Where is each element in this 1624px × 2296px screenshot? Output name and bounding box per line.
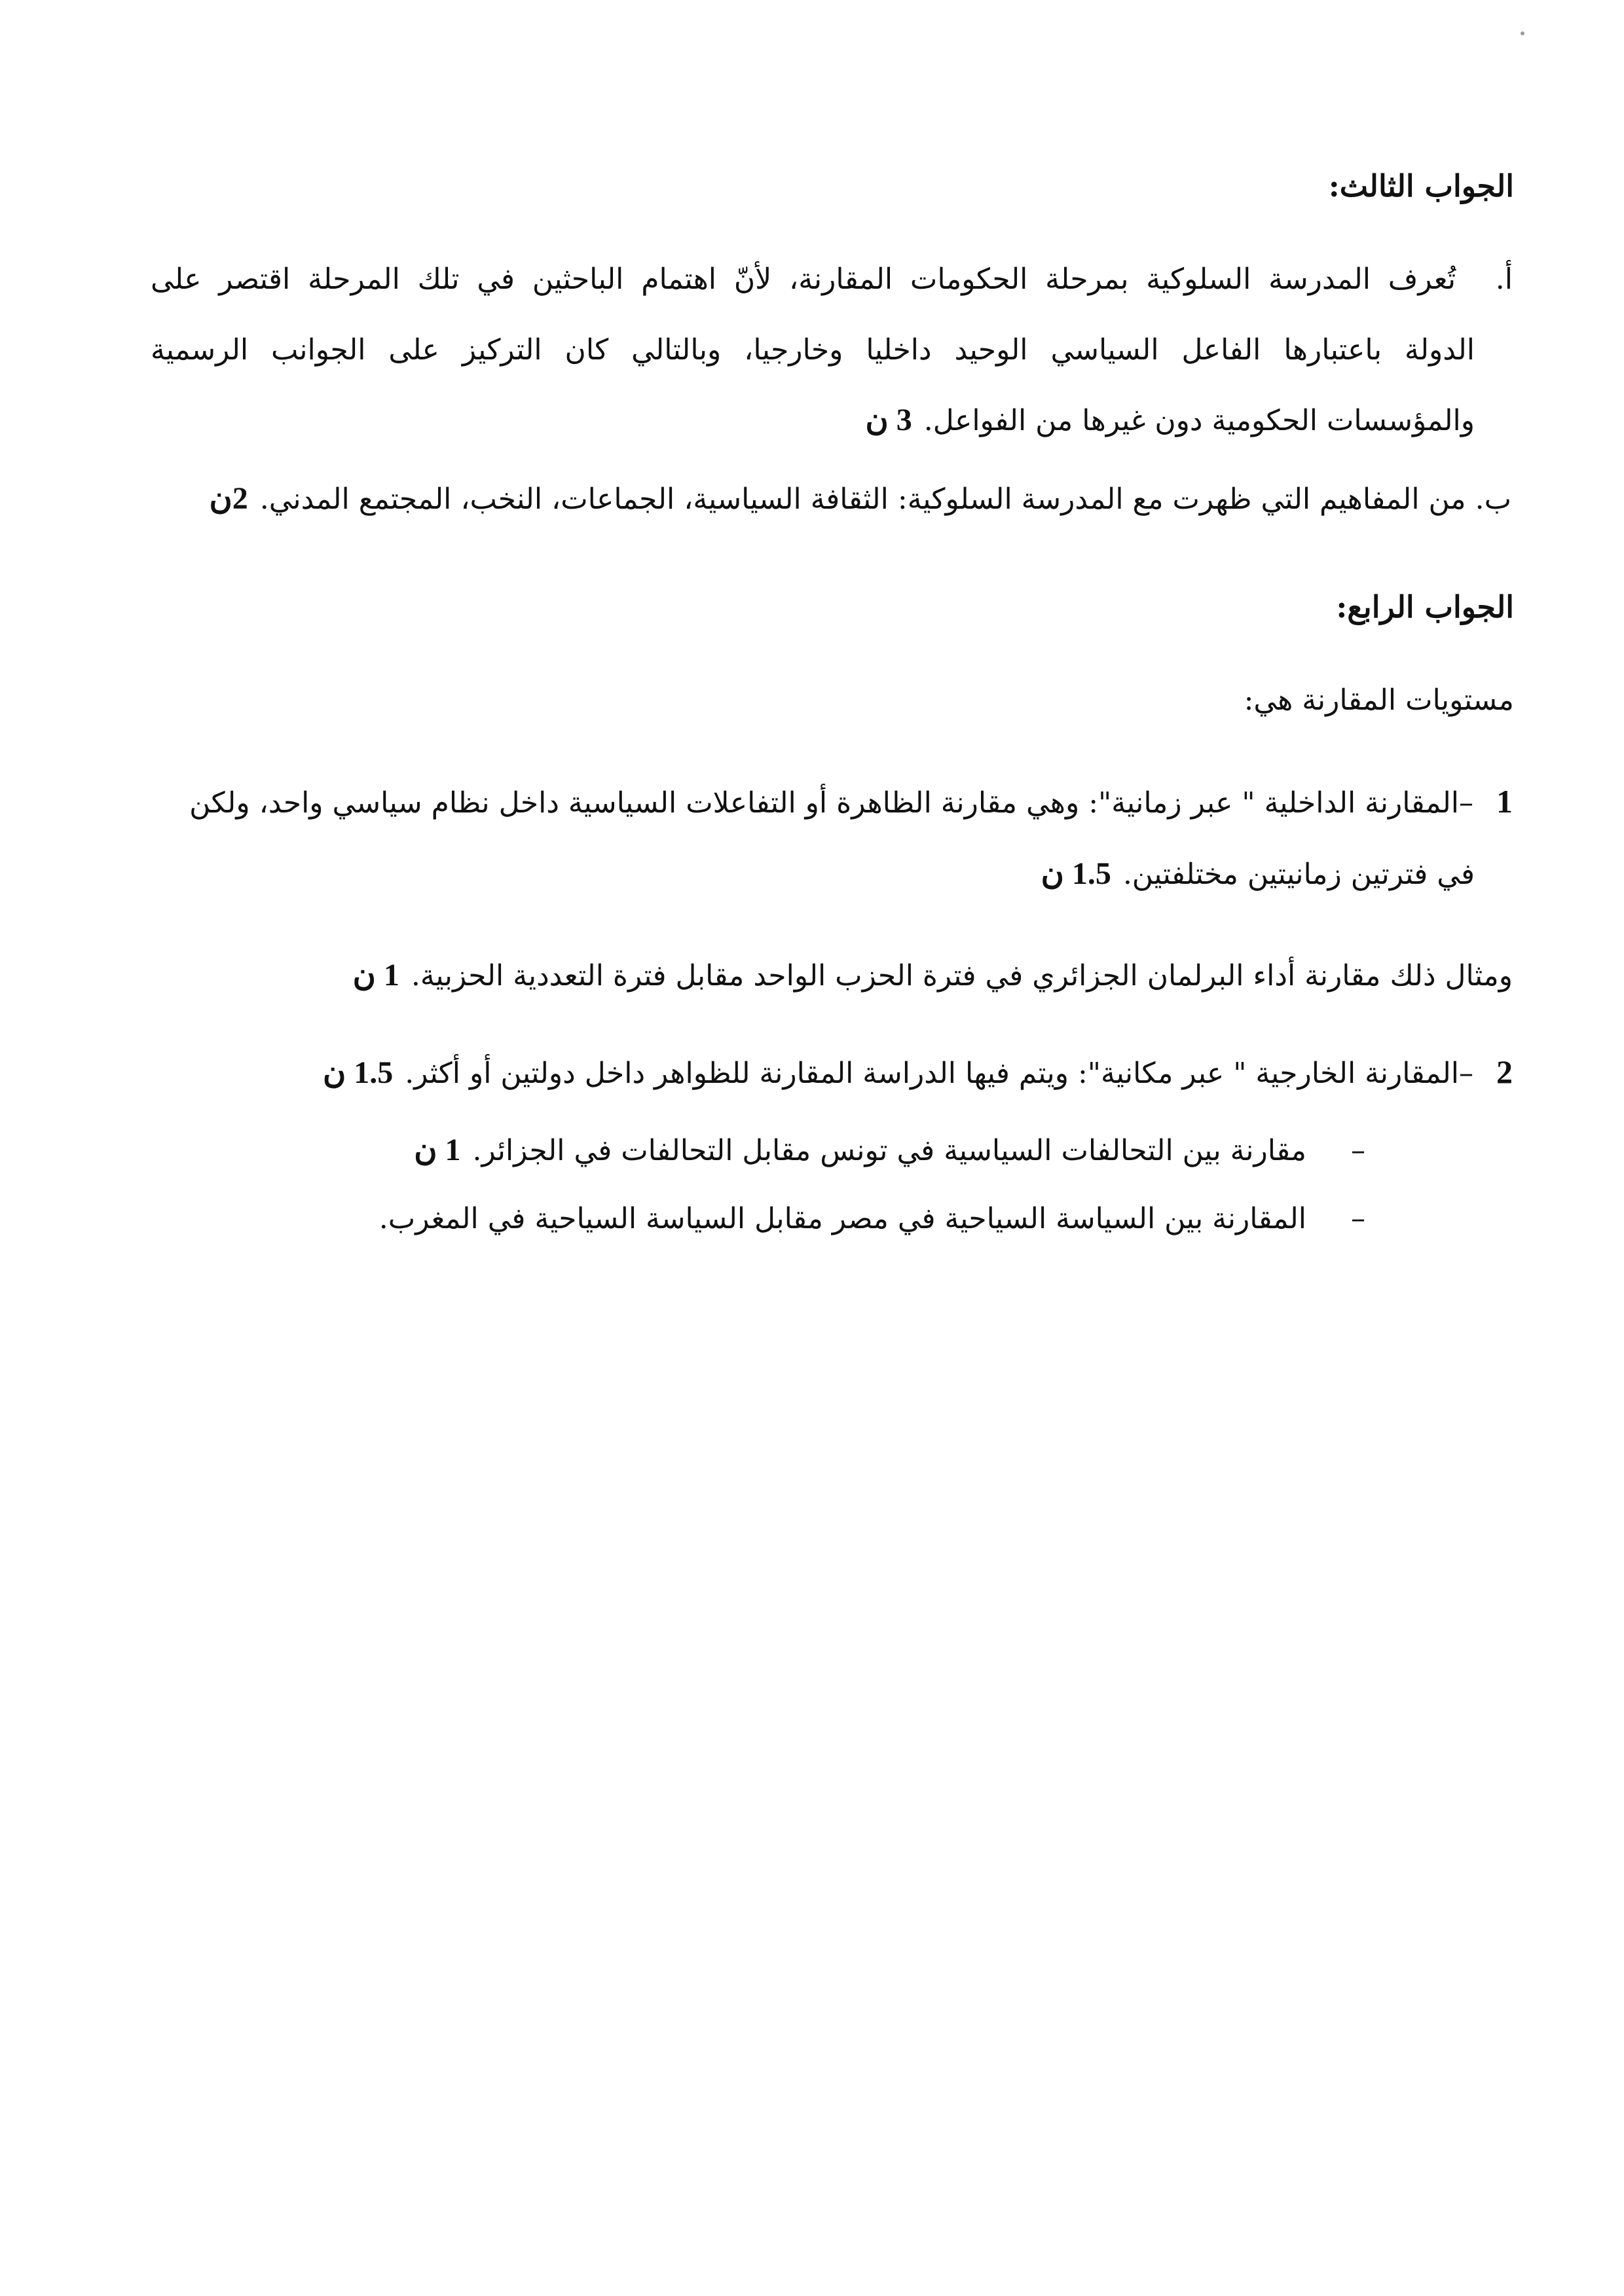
answer4-example-text: ومثال ذلك مقارنة أداء البرلمان الجزائري في فترة الحزب الواحد مقابل فترة التعددية الحزبية. [411,959,1513,993]
answer4-example-line [353,955,1513,997]
answer4-example-score: 1 ن [352,958,399,993]
answer3-heading: الجواب الثالث: [1328,168,1514,204]
answer4-item1-text-1: المقارنة الداخلية " عبر زمانية": وهي مقارنة الظاهرة أو التفاعلات السياسية داخل نظام سياسي واحد، ولكن [189,786,1459,820]
answer4-item1-number: 1 [1496,783,1513,820]
answer3-b-line [209,478,1511,520]
answer4-item1-score: 1.5 ن [1041,856,1111,891]
answer3-b-score: 2ن [209,481,248,516]
bullet-dash: – [1351,1202,1365,1235]
answer4-item2-number: 2 [1496,1053,1513,1090]
answer3-a-line2: الدولة باعتبارها الفاعل السياسي الوحيد داخليا وخارجيا، وبالتالي كان التركيز على الجوانب الرسمية [151,333,1475,367]
answer4-item2-text: المقارنة الخارجية " عبر مكانية": ويتم فيها الدراسة المقارنة للظواهر داخل دولتين أو أكثر. [405,1057,1459,1090]
scan-speck [1521,31,1524,35]
answer4-bullet-1 [414,1129,1365,1172]
answer3-a-text-1: تُعرف المدرسة السلوكية بمرحلة الحكومات المقارنة، لأنّ اهتمام الباحثين في تلك المرحلة اقتصر على [151,263,1456,296]
answer4-intro: مستويات المقارنة هي: [1244,683,1514,717]
bullet-1-score: 1 ن [414,1133,461,1167]
bullet-1-text: مقارنة بين التحالفات السياسية في تونس مقابل التحالفات في الجزائر. [472,1134,1306,1167]
bullet-2-text: المقارنة بين السياسة السياحية في مصر مقابل السياسة السياحية في المغرب. [378,1202,1306,1235]
answer3-a-marker: أ. [1495,263,1513,296]
answer4-item2-score: 1.5 ن [323,1055,394,1090]
answer4-heading: الجواب الرابع: [1336,589,1514,625]
answer3-a-text-3: والمؤسسات الحكومية دون غيرها من الفواعل. [923,404,1475,437]
answer4-item1-line2 [1041,853,1475,896]
answer4-item2-line: 2–المقارنة الخارجية " عبر مكانية": ويتم فيها الدراسة المقارنة للظواهر داخل دولتين أو أكثر.1.5 ن [323,1051,1513,1095]
answer3-a-line3 [866,399,1475,442]
answer4-item1-text-2: في فترتين زمانيتين مختلفتين. [1122,858,1475,891]
answer3-b-text: ب. من المفاهيم التي ظهرت مع المدرسة السلوكية: الثقافة السياسية، الجماعات، النخب، المجتمع المدني. [259,483,1511,516]
bullet-dash: – [1351,1134,1365,1167]
answer3-a-line1 [151,259,1513,301]
answer4-item1-line1: 1–المقارنة الداخلية " عبر زمانية": وهي مقارنة الظاهرة أو التفاعلات السياسية داخل نظام سياسي واحد، ولكن [189,780,1513,824]
answer3-a-score: 3 ن [865,403,912,437]
answer4-bullet-2 [379,1198,1365,1240]
